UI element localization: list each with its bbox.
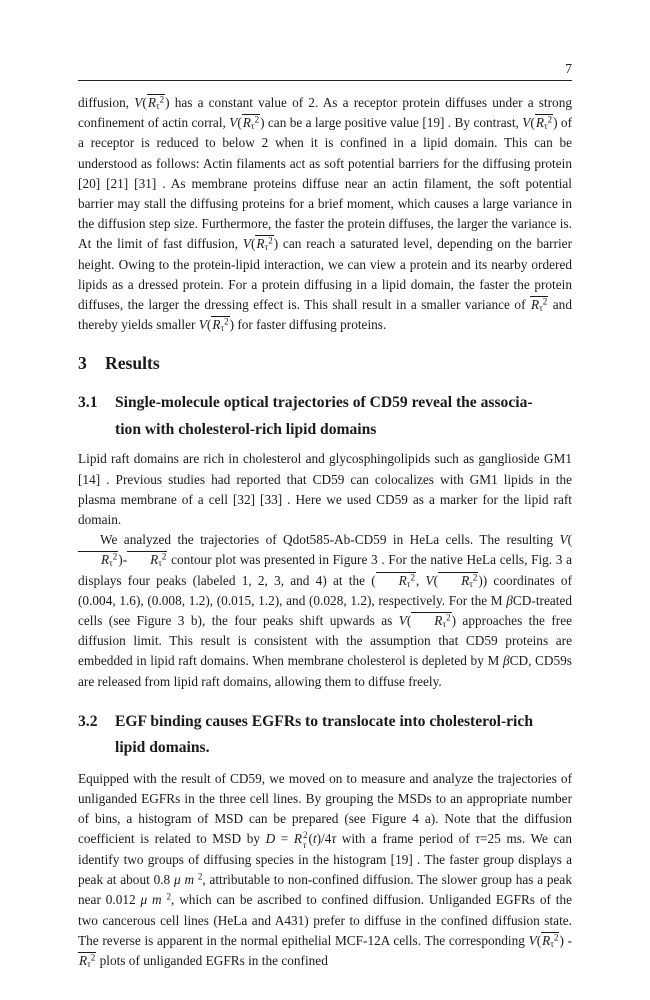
paragraph-lipid-raft: Lipid raft domains are rich in cholesterol and glycosphingolipids such as ganglioside GM1 [14] . Previous studies had reported that CD59 can colocalizes with GM1 lipids in the plasma membrane of a cell [32] [33] . Here we used CD59 as a marker for the lipid raft domain. (78, 451, 572, 528)
subsection-heading-3-1 (78, 390, 572, 443)
paragraph-equipped-egfr: Equipped with the result of CD59, we moved on to measure and analyze the trajectories of unliganded EGFRs in the three cell lines. By grouping the MSDs to an appropriate number of bins, a histogram of MSD can be prepared (see Figure 4 a). Note that the diffusion coefficient is related to MSD by D = R 2 τ (t)/4τ with a frame period of τ=25 ms. We can identify two groups of diffusing species in the histogram [19] . The faster group displays a peak at about 0.8 μ m $^2$, attributable to non-confined diffusion. The slower group has a peak near 0.012 μ m $^2$, which can be ascribed to confined diffusion. Unliganded EGFRs of the two cancerous cell lines (HeLa and A431) prefer to diffuse in the confined diffusion state. The reverse is apparent in the normal epithelial MCF-12A cells. The corresponding $V(R_\tau^2)$ $-R_\tau^2$ plots of unliganded EGFRs in the confined (78, 770, 573, 970)
page-number: 7 (565, 61, 572, 76)
paragraph-we-analyzed: We analyzed the trajectories of Qdot585-Ab-CD59 in HeLa cells. The resulting $V(R_\tau^2)-$ $R_\tau^2$ contour plot was presented in Figure 3 . For the native HeLa cells, Fig. 3 a displays four peaks (labeled 1, 2, 3, and 4) at the ( $R_\tau^2$, V( $R_\tau^2$)) coordinates of (0.004, 1.6), (0.008, 1.2), (0.015, 1.2), and (0.028, 1.2), respectively. For the M βCD-treated cells (see Figure 3 b), the four peaks shift upwards as V( $R_\tau^2$) approaches the free diffusion limit. This result is consistent with the assumption that CD59 proteins are embedded in lipid raft domains. When membrane cholesterol is depleted by M βCD, CD59s are released from lipid raft domains, allowing them to diffuse freely. (78, 532, 573, 689)
subsection-heading-3-2 (78, 709, 572, 762)
section-number: 3 (78, 353, 87, 374)
section-title: Results (105, 353, 160, 374)
subsection-3-2-number: 3.2 (78, 712, 98, 730)
subsection-3-1-number: 3.1 (78, 394, 98, 412)
header-rule (78, 80, 572, 81)
section-heading-results (78, 351, 572, 375)
paragraph-diffusion-variance: diffusion, $V(R_\tau^2)$ has a constant value of 2. As a receptor protein diffuses under a strong confinement of actin corral, $V(R_\tau^2)$ can be a large positive value [19] . By contrast, $V(R_\tau^2)$ of a receptor is reduced to below 2 when it is confined in a lipid domain. This can be understood as follows: Actin filaments act as soft potential barriers for the diffusing protein [20] [21] [31] . As membrane proteins diffuse near an actin filament, the soft potential barrier may stall the diffusing proteins for a brief moment, which causes a large variance in the diffusion step size. Furthermore, the faster the protein diffuses, the larger the variance is. At the limit of fast diffusion, $V(R_\tau^2)$ can reach a saturated level, depending on the barrier height. Owing to the protein-lipid interaction, we can view a protein and its nearby ordered lipids as a dressed protein. For a protein diffusing in a lipid domain, the faster the protein diffuses, the larger the dressing effect is. This shall result in a smaller variance of $R_\tau^2$ and thereby yields smaller $V(R_\tau^2)$ for faster diffusing proteins. (78, 94, 573, 334)
subsection-3-1-title: Single-molecule optical trajectories of CD59 reveal the associa- tion with cholesterol-rich lipid domains (115, 394, 533, 438)
subsection-3-2-title: EGF binding causes EGFRs to translocate into cholesterol-rich lipid domains. (115, 712, 533, 757)
page-header (78, 60, 572, 81)
